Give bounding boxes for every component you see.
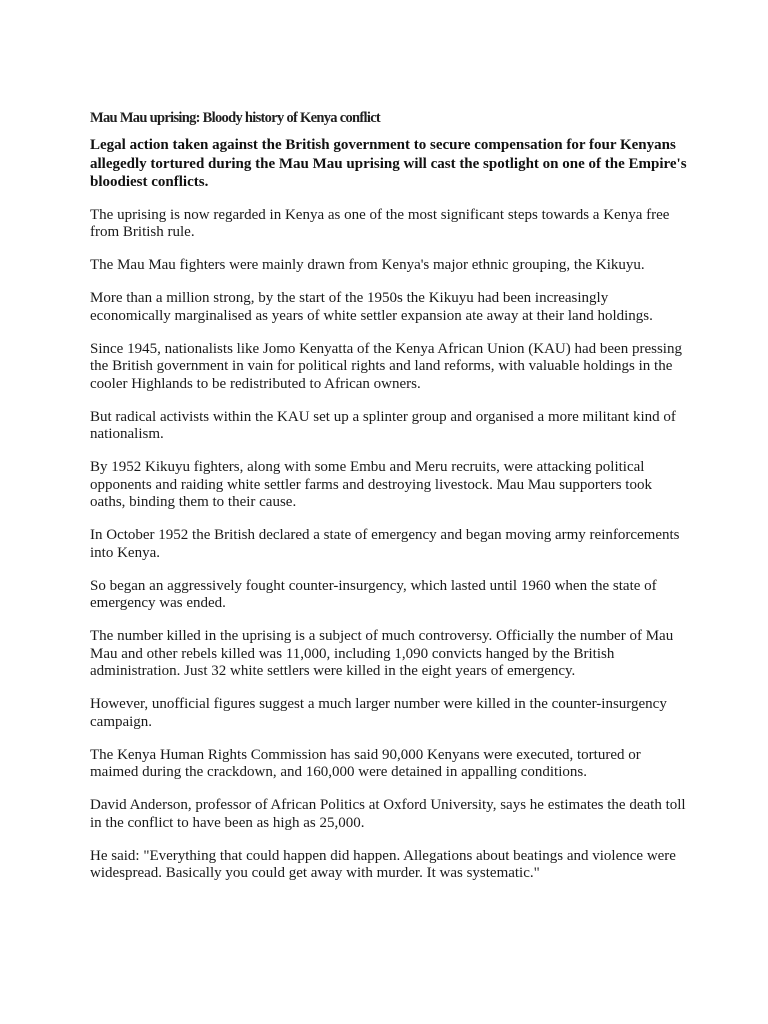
- article-title: Mau Mau uprising: Bloody history of Kenya conflict: [90, 110, 381, 126]
- article-paragraph: By 1952 Kikuyu fighters, along with some Embu and Meru recruits, were attacking political opponents and raiding white settler farms and destroying livestock. Mau Mau supporters took oaths, binding them to their cause.: [90, 459, 652, 510]
- article-paragraph: So began an aggressively fought counter-insurgency, which lasted until 1960 when the state of emergency was ended.: [90, 577, 657, 611]
- article-paragraph: Since 1945, nationalists like Jomo Kenyatta of the Kenya African Union (KAU) had been pressing the British government in vain for political rights and land reforms, with valuable holdings in the cooler Highlands to be redistributed to African owners.: [90, 340, 682, 392]
- document-page: [90, 109, 690, 898]
- article-paragraph: The uprising is now regarded in Kenya as one of the most significant steps towards a Kenya free from British rule.: [90, 206, 670, 240]
- article-paragraph: But radical activists within the KAU set up a splinter group and organised a more militant kind of nationalism.: [90, 408, 676, 442]
- article-lead: Legal action taken against the British government to secure compensation for four Kenyans allegedly tortured during the Mau Mau uprising will cast the spotlight on one of the Empire's bloodiest conflicts.: [90, 137, 687, 190]
- article-paragraph: He said: "Everything that could happen did happen. Allegations about beatings and violence were widespread. Basically you could get away with murder. It was systematic.": [90, 847, 676, 881]
- article-paragraph: The Mau Mau fighters were mainly drawn from Kenya's major ethnic grouping, the Kikuyu.: [90, 257, 645, 273]
- article-paragraph: However, unofficial figures suggest a much larger number were killed in the counter-insurgency campaign.: [90, 696, 667, 730]
- article-paragraph: More than a million strong, by the start of the 1950s the Kikuyu had been increasingly economically marginalised as years of white settler expansion ate away at their land holdings.: [90, 290, 653, 324]
- article-paragraph: The Kenya Human Rights Commission has said 90,000 Kenyans were executed, tortured or maimed during the crackdown, and 160,000 were detained in appalling conditions.: [90, 746, 641, 780]
- article-paragraph: David Anderson, professor of African Politics at Oxford University, says he estimates the death toll in the conflict to have been as high as 25,000.: [90, 797, 686, 831]
- article-paragraph: In October 1952 the British declared a state of emergency and began moving army reinforcements into Kenya.: [90, 527, 680, 561]
- article-paragraph: The number killed in the uprising is a subject of much controversy. Officially the number of Mau Mau and other rebels killed was 11,000, including 1,090 convicts hanged by the British administration. Just 32 white settlers were killed in the eight years of emergency.: [90, 628, 674, 679]
